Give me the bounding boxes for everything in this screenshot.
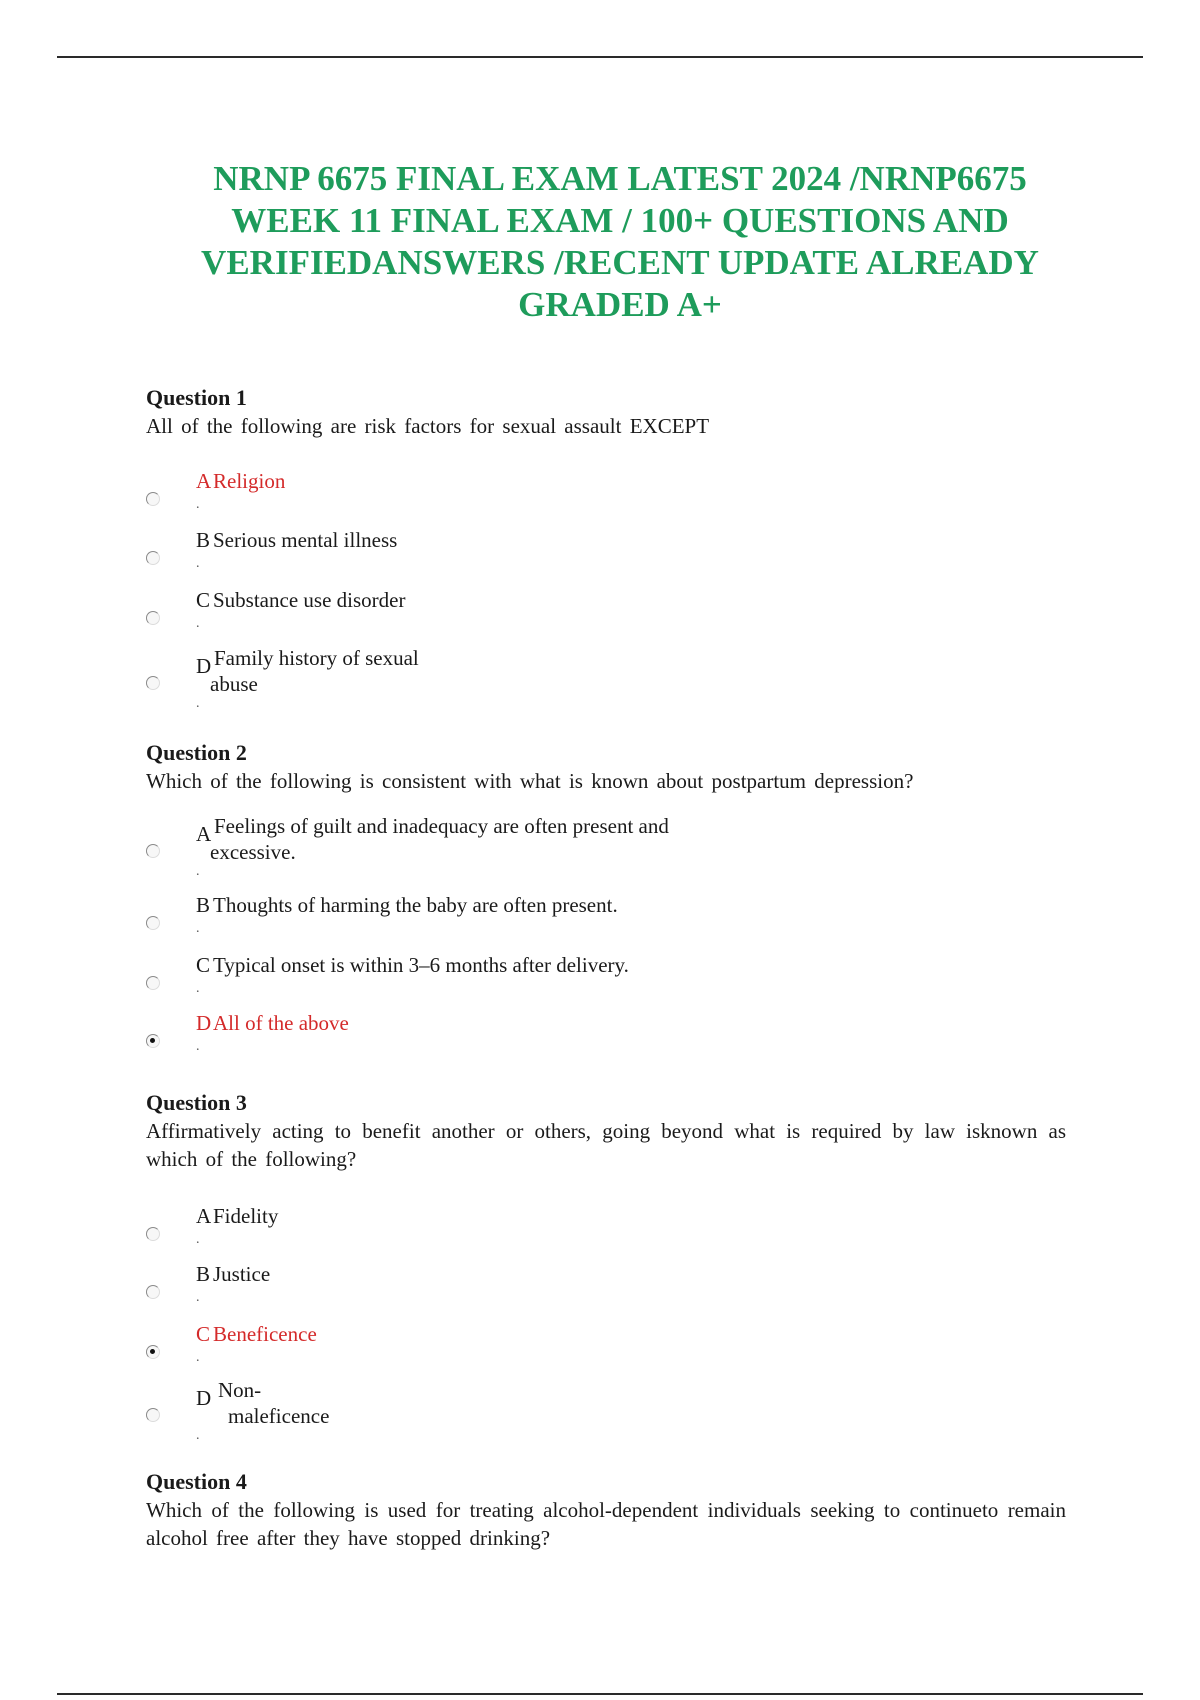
option-q1-d[interactable]: [146, 645, 846, 713]
option-q3-d[interactable]: [146, 1377, 846, 1445]
option-marker: .: [196, 981, 200, 996]
option-marker: .: [196, 921, 200, 936]
radio-button[interactable]: [146, 844, 160, 858]
option-letter: B: [196, 528, 211, 552]
option-marker: .: [196, 556, 200, 571]
option-marker: .: [196, 1350, 200, 1365]
option-letter: B: [196, 893, 211, 917]
option-q3-a[interactable]: [146, 1203, 846, 1253]
option-marker: .: [196, 1039, 200, 1054]
option-text: Religion: [213, 469, 286, 493]
title-line: NRNP 6675 FINAL EXAM LATEST 2024 /NRNP6675: [213, 159, 1027, 198]
radio-button[interactable]: [146, 1227, 160, 1241]
option-letter: C: [196, 953, 211, 977]
option-text: Justice: [213, 1262, 271, 1286]
radio-button-selected[interactable]: [146, 1034, 160, 1048]
option-letter: D: [196, 654, 212, 678]
radio-button[interactable]: [146, 1285, 160, 1299]
option-text: Feelings of guilt and inadequacy are often present and: [214, 814, 669, 838]
option-letter: D: [196, 1386, 212, 1410]
option-q1-c[interactable]: [146, 587, 846, 637]
question-heading: Question 1: [146, 385, 247, 410]
option-q2-b[interactable]: [146, 892, 846, 942]
option-marker: .: [196, 864, 200, 879]
question-text: All of the following are risk factors for sexual assault EXCEPT: [146, 414, 710, 438]
option-q2-a[interactable]: [146, 813, 846, 881]
option-marker: .: [196, 616, 200, 631]
option-marker: .: [196, 1290, 200, 1305]
option-q2-c[interactable]: [146, 952, 846, 1002]
option-q3-b[interactable]: [146, 1261, 846, 1311]
option-marker: .: [196, 1232, 200, 1247]
option-letter: A: [196, 469, 212, 493]
option-text: Non-: [218, 1378, 262, 1402]
title-line: VERIFIEDANSWERS /RECENT UPDATE ALREADY: [201, 243, 1039, 282]
option-text: Fidelity: [213, 1204, 279, 1228]
question-1: [146, 386, 1066, 440]
option-letter: C: [196, 1322, 211, 1346]
title-line: WEEK 11 FINAL EXAM / 100+ QUESTIONS AND: [231, 201, 1009, 240]
radio-button[interactable]: [146, 492, 160, 506]
question-heading: Question 3: [146, 1090, 247, 1115]
option-q1-b[interactable]: [146, 527, 846, 577]
option-text: Substance use disorder: [213, 588, 406, 612]
question-heading: Question 2: [146, 740, 247, 765]
radio-button[interactable]: [146, 916, 160, 930]
option-letter: A: [196, 1204, 212, 1228]
question-4: [146, 1470, 1066, 1552]
option-text: Thoughts of harming the baby are often present.: [213, 893, 618, 917]
option-text-continued: excessive.: [210, 840, 296, 864]
option-letter: B: [196, 1262, 211, 1286]
option-marker: .: [196, 696, 200, 711]
option-marker: .: [196, 497, 200, 512]
radio-button[interactable]: [146, 976, 160, 990]
title-line: GRADED A+: [518, 285, 722, 324]
question-3: [146, 1091, 1066, 1173]
radio-button-selected[interactable]: [146, 1345, 160, 1359]
option-letter: C: [196, 588, 211, 612]
option-q1-a[interactable]: [146, 468, 846, 518]
option-text: All of the above: [213, 1011, 349, 1035]
option-q2-d[interactable]: [146, 1010, 846, 1060]
bottom-rule: [57, 1693, 1143, 1695]
option-letter: A: [196, 822, 212, 846]
option-text: Typical onset is within 3–6 months after delivery.: [213, 953, 629, 977]
option-letter: D: [196, 1011, 212, 1035]
question-text: Affirmatively acting to benefit another or others, going beyond what is required by law isknown as which of the following?: [146, 1119, 1066, 1171]
option-text-continued: abuse: [210, 672, 258, 696]
option-text-continued: maleficence: [228, 1404, 330, 1428]
option-text: Family history of sexual: [214, 646, 419, 670]
option-marker: .: [196, 1428, 200, 1443]
document-title: [150, 158, 1090, 326]
question-2: [146, 741, 1066, 795]
top-rule: [57, 56, 1143, 58]
radio-button[interactable]: [146, 551, 160, 565]
option-text: Serious mental illness: [213, 528, 398, 552]
question-heading: Question 4: [146, 1469, 247, 1494]
option-text: Beneficence: [213, 1322, 317, 1346]
question-text: Which of the following is used for treating alcohol-dependent individuals seeking to continueto remain alcohol free after they have stopped drinking?: [146, 1498, 1066, 1550]
radio-button[interactable]: [146, 676, 160, 690]
option-q3-c[interactable]: [146, 1321, 846, 1371]
radio-button[interactable]: [146, 611, 160, 625]
radio-button[interactable]: [146, 1408, 160, 1422]
question-text: Which of the following is consistent with what is known about postpartum depression?: [146, 769, 914, 793]
